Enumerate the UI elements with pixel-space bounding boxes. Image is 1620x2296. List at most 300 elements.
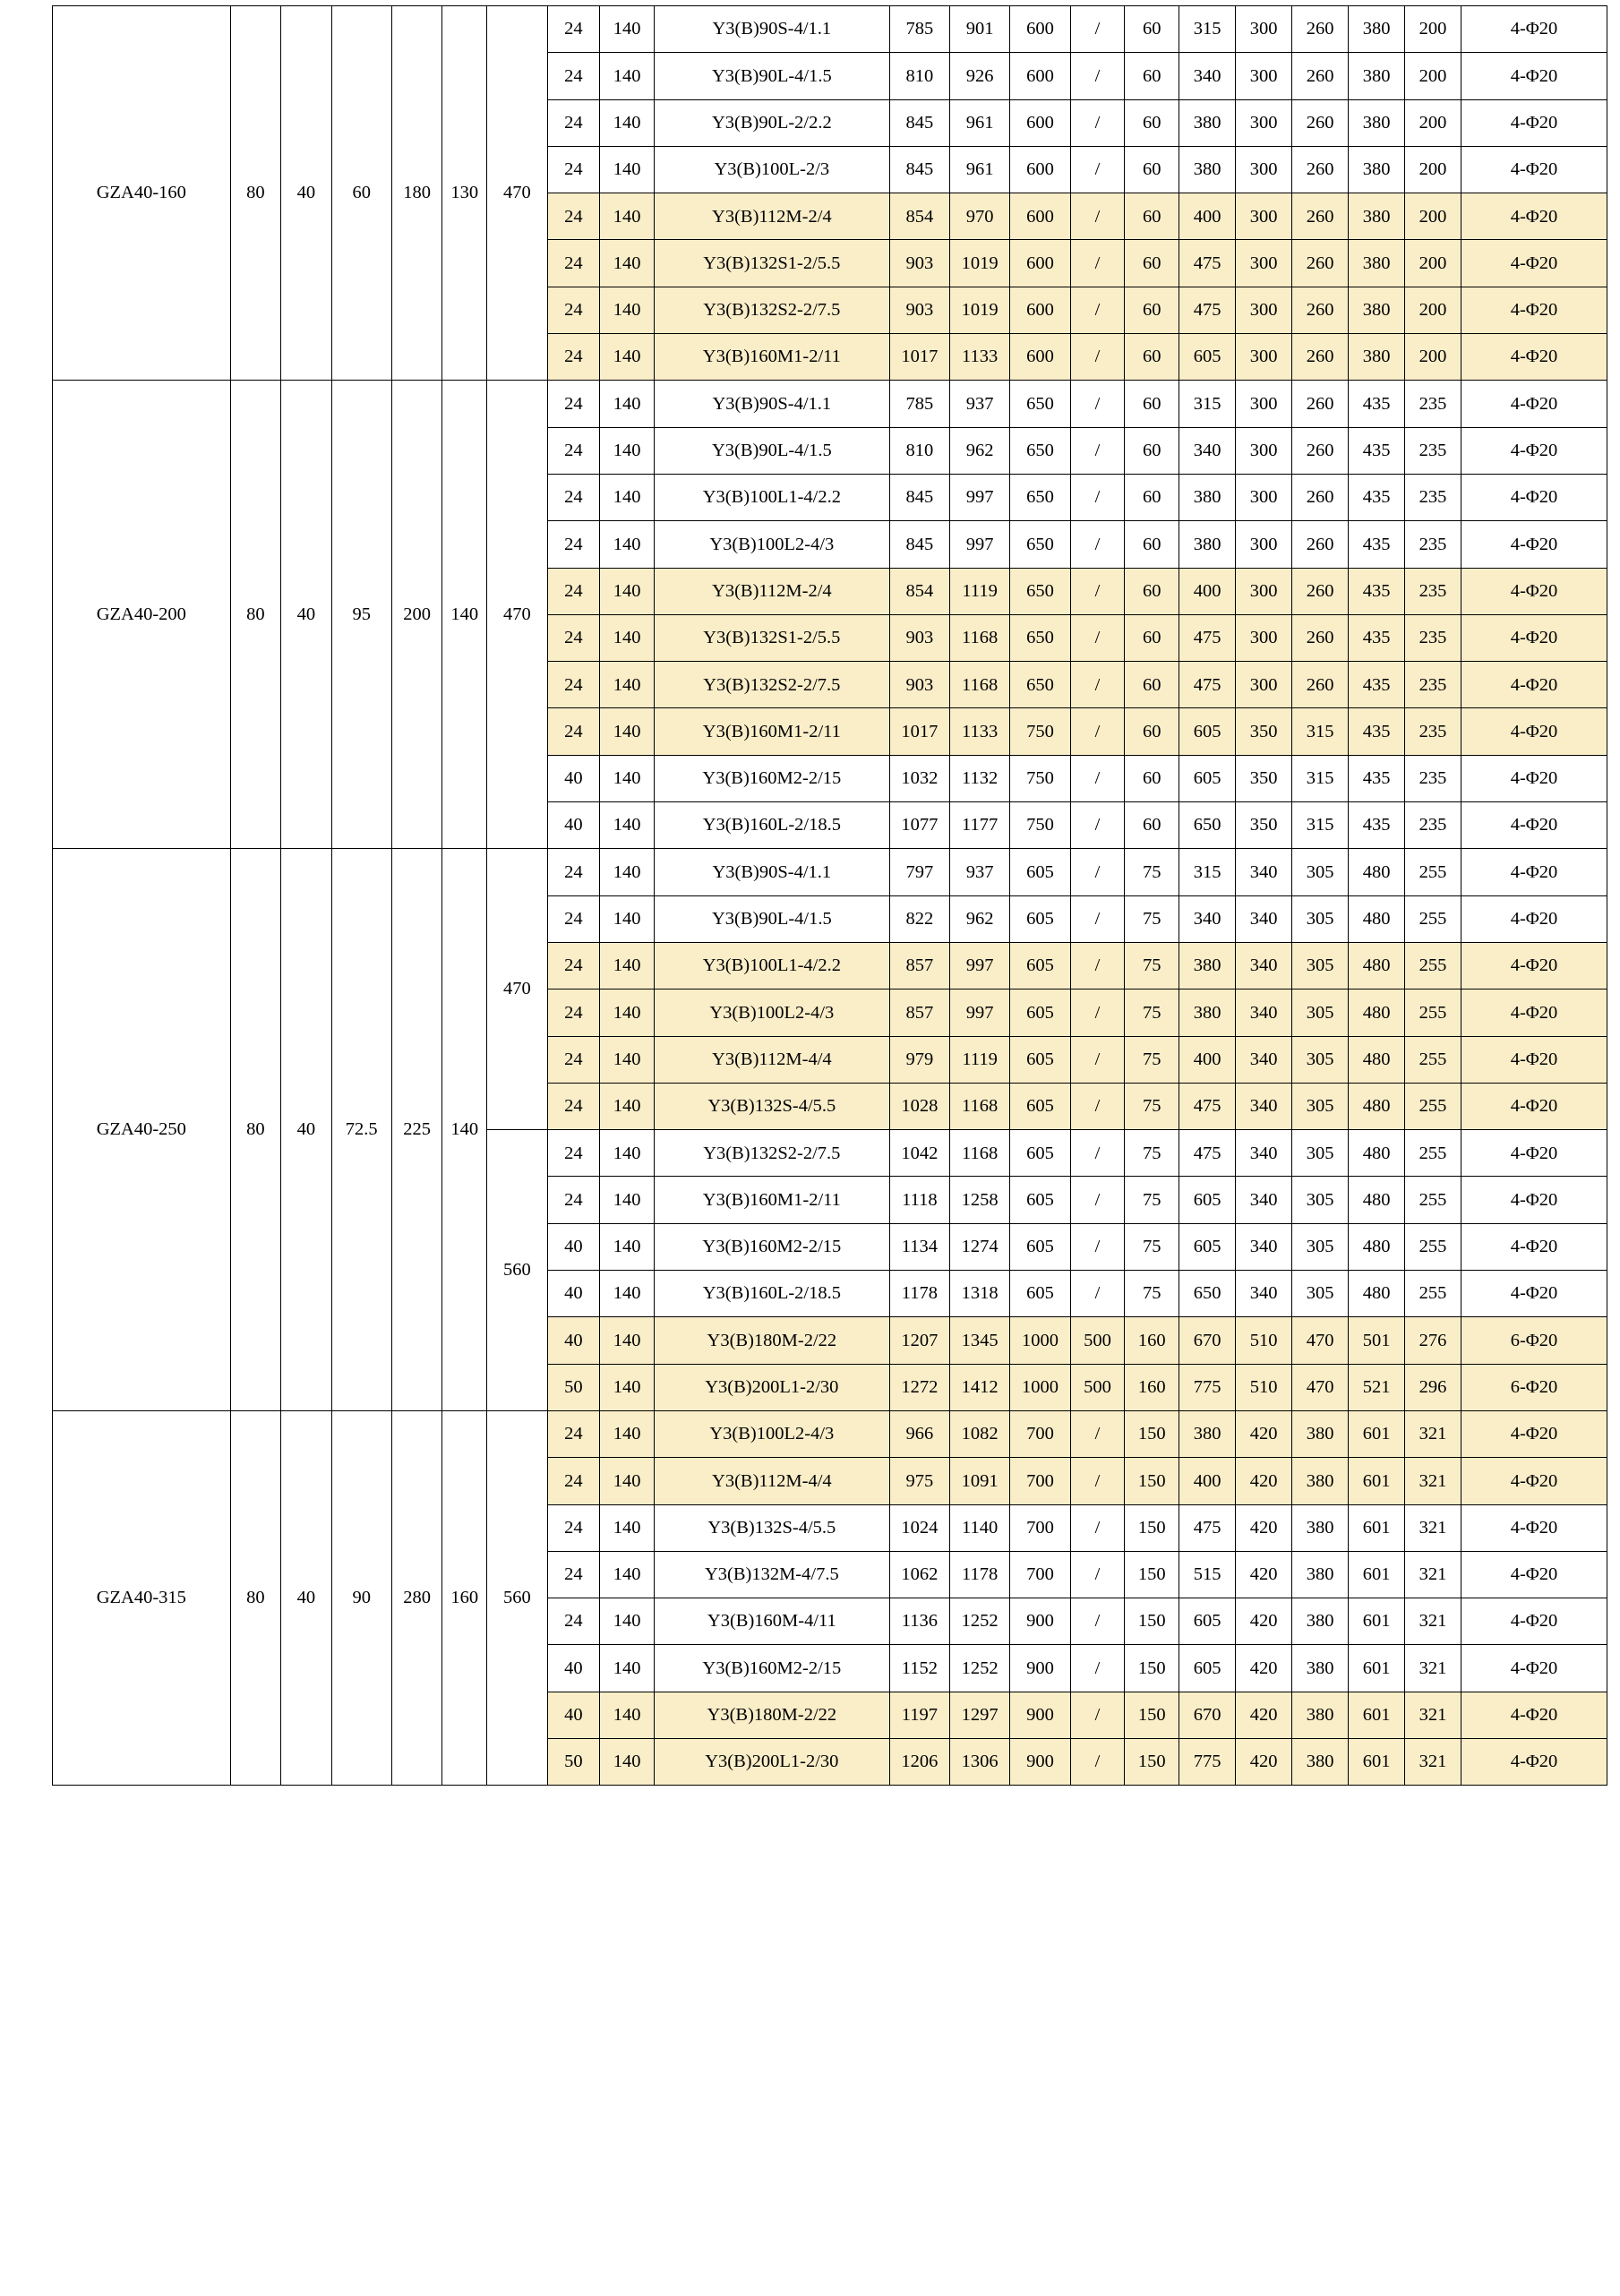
cell-g: 140 <box>600 1223 655 1270</box>
cell-q: 200 <box>1405 99 1461 146</box>
cell-n: 420 <box>1236 1738 1292 1785</box>
cell-i: 1168 <box>950 614 1010 661</box>
cell-d: 140 <box>442 381 487 849</box>
cell-q: 235 <box>1405 521 1461 568</box>
cell-h: 903 <box>889 287 949 333</box>
cell-a: 40 <box>281 6 331 381</box>
cell-o: 260 <box>1292 53 1349 99</box>
cell-f: 40 <box>547 1317 600 1364</box>
cell-motor-model: Y3(B)132S-4/5.5 <box>654 1083 889 1129</box>
cell-k: / <box>1070 287 1125 333</box>
cell-q: 321 <box>1405 1410 1461 1457</box>
cell-h: 1024 <box>889 1504 949 1551</box>
cell-n: 300 <box>1236 568 1292 614</box>
cell-p: 480 <box>1349 849 1405 895</box>
cell-q: 321 <box>1405 1504 1461 1551</box>
cell-q: 321 <box>1405 1692 1461 1738</box>
cell-bolt: 4-Φ20 <box>1461 755 1607 801</box>
cell-q: 200 <box>1405 240 1461 287</box>
cell-f: 24 <box>547 1130 600 1177</box>
cell-n: 300 <box>1236 287 1292 333</box>
cell-bolt: 4-Φ20 <box>1461 662 1607 708</box>
cell-p: 435 <box>1349 755 1405 801</box>
cell-o: 380 <box>1292 1504 1349 1551</box>
cell-k: / <box>1070 334 1125 381</box>
cell-j: 600 <box>1010 287 1070 333</box>
cell-f: 24 <box>547 662 600 708</box>
cell-h: 1062 <box>889 1551 949 1598</box>
cell-l: 60 <box>1125 568 1179 614</box>
cell-i: 1306 <box>950 1738 1010 1785</box>
cell-n: 300 <box>1236 334 1292 381</box>
cell-k: / <box>1070 1504 1125 1551</box>
cell-f: 24 <box>547 708 600 755</box>
cell-motor-model: Y3(B)90S-4/1.1 <box>654 849 889 895</box>
cell-q: 200 <box>1405 334 1461 381</box>
cell-h: 903 <box>889 240 949 287</box>
cell-m: 400 <box>1179 568 1236 614</box>
cell-h: 903 <box>889 662 949 708</box>
cell-model: GZA40-160 <box>53 6 231 381</box>
cell-p: 380 <box>1349 53 1405 99</box>
cell-h: 1178 <box>889 1271 949 1317</box>
cell-j: 700 <box>1010 1551 1070 1598</box>
cell-motor-model: Y3(B)160M2-2/15 <box>654 1645 889 1692</box>
cell-q: 321 <box>1405 1738 1461 1785</box>
cell-motor-model: Y3(B)132M-4/7.5 <box>654 1551 889 1598</box>
cell-m: 605 <box>1179 1598 1236 1645</box>
cell-bolt: 4-Φ20 <box>1461 1410 1607 1457</box>
cell-i: 1133 <box>950 708 1010 755</box>
cell-k: / <box>1070 6 1125 53</box>
cell-bolt: 4-Φ20 <box>1461 381 1607 427</box>
cell-bolt: 4-Φ20 <box>1461 708 1607 755</box>
cell-n: 300 <box>1236 53 1292 99</box>
cell-k: / <box>1070 521 1125 568</box>
cell-i: 1168 <box>950 1083 1010 1129</box>
cell-m: 605 <box>1179 755 1236 801</box>
cell-q: 255 <box>1405 895 1461 942</box>
cell-model: GZA40-250 <box>53 849 231 1411</box>
cell-motor-model: Y3(B)180M-2/22 <box>654 1692 889 1738</box>
cell-dn: 80 <box>230 381 280 849</box>
cell-o: 315 <box>1292 755 1349 801</box>
cell-motor-model: Y3(B)90S-4/1.1 <box>654 381 889 427</box>
cell-q: 255 <box>1405 990 1461 1036</box>
cell-h: 1017 <box>889 708 949 755</box>
cell-o: 260 <box>1292 662 1349 708</box>
cell-a: 40 <box>281 381 331 849</box>
cell-p: 435 <box>1349 614 1405 661</box>
cell-g: 140 <box>600 1645 655 1692</box>
cell-q: 276 <box>1405 1317 1461 1364</box>
cell-o: 380 <box>1292 1598 1349 1645</box>
cell-l: 75 <box>1125 1223 1179 1270</box>
cell-f: 24 <box>547 287 600 333</box>
cell-k: / <box>1070 755 1125 801</box>
cell-f: 24 <box>547 990 600 1036</box>
cell-f: 40 <box>547 1271 600 1317</box>
cell-i: 1119 <box>950 1036 1010 1083</box>
cell-p: 480 <box>1349 1177 1405 1223</box>
cell-g: 140 <box>600 1551 655 1598</box>
cell-h: 845 <box>889 99 949 146</box>
cell-p: 480 <box>1349 1130 1405 1177</box>
cell-l: 60 <box>1125 802 1179 849</box>
cell-motor-model: Y3(B)90L-4/1.5 <box>654 53 889 99</box>
cell-g: 140 <box>600 1410 655 1457</box>
cell-l: 75 <box>1125 849 1179 895</box>
cell-g: 140 <box>600 521 655 568</box>
cell-i: 1091 <box>950 1458 1010 1504</box>
cell-p: 435 <box>1349 708 1405 755</box>
cell-bolt: 4-Φ20 <box>1461 474 1607 520</box>
cell-p: 601 <box>1349 1551 1405 1598</box>
cell-model: GZA40-200 <box>53 381 231 849</box>
cell-n: 350 <box>1236 755 1292 801</box>
cell-m: 775 <box>1179 1738 1236 1785</box>
cell-c: 280 <box>391 1410 441 1785</box>
cell-f: 24 <box>547 895 600 942</box>
cell-i: 1318 <box>950 1271 1010 1317</box>
cell-j: 650 <box>1010 427 1070 474</box>
cell-m: 315 <box>1179 6 1236 53</box>
cell-motor-model: Y3(B)132S2-2/7.5 <box>654 287 889 333</box>
cell-q: 255 <box>1405 1223 1461 1270</box>
cell-o: 305 <box>1292 849 1349 895</box>
cell-o: 260 <box>1292 521 1349 568</box>
cell-i: 1133 <box>950 334 1010 381</box>
cell-p: 480 <box>1349 942 1405 989</box>
cell-g: 140 <box>600 990 655 1036</box>
cell-q: 235 <box>1405 427 1461 474</box>
cell-g: 140 <box>600 1598 655 1645</box>
cell-m: 650 <box>1179 1271 1236 1317</box>
cell-k: / <box>1070 240 1125 287</box>
cell-l: 150 <box>1125 1458 1179 1504</box>
cell-p: 380 <box>1349 287 1405 333</box>
cell-motor-model: Y3(B)180M-2/22 <box>654 1317 889 1364</box>
cell-h: 1042 <box>889 1130 949 1177</box>
cell-q: 321 <box>1405 1645 1461 1692</box>
cell-p: 480 <box>1349 1223 1405 1270</box>
cell-b: 72.5 <box>331 849 391 1411</box>
cell-i: 1297 <box>950 1692 1010 1738</box>
cell-g: 140 <box>600 1504 655 1551</box>
cell-n: 300 <box>1236 99 1292 146</box>
cell-p: 601 <box>1349 1738 1405 1785</box>
cell-j: 605 <box>1010 1177 1070 1223</box>
cell-motor-model: Y3(B)90L-4/1.5 <box>654 427 889 474</box>
cell-bolt: 4-Φ20 <box>1461 849 1607 895</box>
cell-motor-model: Y3(B)160M2-2/15 <box>654 755 889 801</box>
cell-o: 380 <box>1292 1645 1349 1692</box>
cell-motor-model: Y3(B)160M-4/11 <box>654 1598 889 1645</box>
cell-bolt: 4-Φ20 <box>1461 334 1607 381</box>
cell-m: 670 <box>1179 1692 1236 1738</box>
cell-motor-model: Y3(B)160M1-2/11 <box>654 708 889 755</box>
cell-o: 380 <box>1292 1738 1349 1785</box>
cell-h: 1207 <box>889 1317 949 1364</box>
cell-k: / <box>1070 1036 1125 1083</box>
cell-k: / <box>1070 1410 1125 1457</box>
cell-e: 560 <box>487 1410 547 1785</box>
cell-g: 140 <box>600 1458 655 1504</box>
cell-k: / <box>1070 1083 1125 1129</box>
cell-f: 24 <box>547 942 600 989</box>
cell-j: 605 <box>1010 1271 1070 1317</box>
cell-bolt: 4-Φ20 <box>1461 6 1607 53</box>
cell-l: 150 <box>1125 1598 1179 1645</box>
cell-f: 40 <box>547 755 600 801</box>
cell-motor-model: Y3(B)160M1-2/11 <box>654 1177 889 1223</box>
cell-motor-model: Y3(B)100L2-4/3 <box>654 521 889 568</box>
cell-j: 1000 <box>1010 1364 1070 1410</box>
cell-l: 75 <box>1125 1036 1179 1083</box>
cell-f: 40 <box>547 802 600 849</box>
cell-h: 822 <box>889 895 949 942</box>
cell-n: 340 <box>1236 1223 1292 1270</box>
cell-k: / <box>1070 802 1125 849</box>
cell-p: 435 <box>1349 474 1405 520</box>
cell-m: 605 <box>1179 1177 1236 1223</box>
cell-g: 140 <box>600 1083 655 1129</box>
cell-o: 305 <box>1292 1036 1349 1083</box>
cell-l: 60 <box>1125 381 1179 427</box>
cell-i: 1178 <box>950 1551 1010 1598</box>
cell-q: 235 <box>1405 568 1461 614</box>
cell-l: 150 <box>1125 1645 1179 1692</box>
cell-p: 480 <box>1349 1271 1405 1317</box>
cell-bolt: 6-Φ20 <box>1461 1317 1607 1364</box>
cell-n: 420 <box>1236 1458 1292 1504</box>
cell-l: 75 <box>1125 895 1179 942</box>
cell-g: 140 <box>600 942 655 989</box>
cell-m: 670 <box>1179 1317 1236 1364</box>
cell-p: 435 <box>1349 568 1405 614</box>
cell-f: 24 <box>547 614 600 661</box>
cell-l: 60 <box>1125 521 1179 568</box>
cell-n: 350 <box>1236 708 1292 755</box>
cell-l: 150 <box>1125 1551 1179 1598</box>
cell-k: / <box>1070 849 1125 895</box>
cell-motor-model: Y3(B)160M1-2/11 <box>654 334 889 381</box>
cell-m: 475 <box>1179 614 1236 661</box>
cell-i: 1168 <box>950 1130 1010 1177</box>
cell-l: 60 <box>1125 334 1179 381</box>
cell-n: 510 <box>1236 1364 1292 1410</box>
cell-i: 997 <box>950 521 1010 568</box>
cell-g: 140 <box>600 1271 655 1317</box>
cell-f: 24 <box>547 381 600 427</box>
cell-o: 260 <box>1292 99 1349 146</box>
cell-h: 785 <box>889 6 949 53</box>
cell-k: / <box>1070 1130 1125 1177</box>
cell-q: 200 <box>1405 6 1461 53</box>
cell-i: 1132 <box>950 755 1010 801</box>
cell-g: 140 <box>600 802 655 849</box>
cell-o: 470 <box>1292 1364 1349 1410</box>
cell-p: 380 <box>1349 334 1405 381</box>
cell-k: 500 <box>1070 1364 1125 1410</box>
cell-o: 315 <box>1292 802 1349 849</box>
cell-q: 235 <box>1405 802 1461 849</box>
cell-p: 435 <box>1349 802 1405 849</box>
cell-bolt: 4-Φ20 <box>1461 240 1607 287</box>
cell-g: 140 <box>600 99 655 146</box>
cell-m: 380 <box>1179 146 1236 193</box>
cell-n: 340 <box>1236 1271 1292 1317</box>
cell-j: 600 <box>1010 99 1070 146</box>
cell-i: 961 <box>950 146 1010 193</box>
cell-model: GZA40-315 <box>53 1410 231 1785</box>
cell-g: 140 <box>600 1177 655 1223</box>
cell-f: 24 <box>547 568 600 614</box>
cell-o: 470 <box>1292 1317 1349 1364</box>
cell-motor-model: Y3(B)100L2-4/3 <box>654 1410 889 1457</box>
cell-h: 810 <box>889 427 949 474</box>
cell-l: 150 <box>1125 1504 1179 1551</box>
cell-bolt: 4-Φ20 <box>1461 427 1607 474</box>
cell-o: 305 <box>1292 990 1349 1036</box>
cell-motor-model: Y3(B)132S1-2/5.5 <box>654 240 889 287</box>
cell-m: 315 <box>1179 849 1236 895</box>
cell-g: 140 <box>600 662 655 708</box>
cell-f: 50 <box>547 1738 600 1785</box>
cell-f: 24 <box>547 1036 600 1083</box>
cell-m: 400 <box>1179 193 1236 240</box>
cell-d: 130 <box>442 6 487 381</box>
cell-o: 260 <box>1292 6 1349 53</box>
table-row <box>53 1410 1607 1457</box>
cell-n: 340 <box>1236 942 1292 989</box>
cell-i: 1019 <box>950 240 1010 287</box>
cell-h: 1118 <box>889 1177 949 1223</box>
cell-i: 1345 <box>950 1317 1010 1364</box>
cell-bolt: 6-Φ20 <box>1461 1364 1607 1410</box>
cell-k: / <box>1070 568 1125 614</box>
cell-b: 60 <box>331 6 391 381</box>
cell-j: 650 <box>1010 614 1070 661</box>
cell-motor-model: Y3(B)90L-2/2.2 <box>654 99 889 146</box>
cell-bolt: 4-Φ20 <box>1461 1271 1607 1317</box>
cell-e: 560 <box>487 1130 547 1411</box>
cell-o: 305 <box>1292 1083 1349 1129</box>
cell-m: 380 <box>1179 474 1236 520</box>
cell-g: 140 <box>600 614 655 661</box>
cell-l: 60 <box>1125 708 1179 755</box>
cell-g: 140 <box>600 334 655 381</box>
cell-n: 420 <box>1236 1551 1292 1598</box>
cell-g: 140 <box>600 895 655 942</box>
cell-h: 845 <box>889 474 949 520</box>
cell-l: 60 <box>1125 193 1179 240</box>
cell-c: 225 <box>391 849 441 1411</box>
cell-bolt: 4-Φ20 <box>1461 1177 1607 1223</box>
cell-f: 24 <box>547 427 600 474</box>
cell-f: 50 <box>547 1364 600 1410</box>
cell-c: 180 <box>391 6 441 381</box>
cell-g: 140 <box>600 193 655 240</box>
cell-o: 380 <box>1292 1551 1349 1598</box>
cell-n: 300 <box>1236 193 1292 240</box>
cell-m: 605 <box>1179 708 1236 755</box>
cell-l: 150 <box>1125 1410 1179 1457</box>
cell-k: / <box>1070 990 1125 1036</box>
cell-p: 501 <box>1349 1317 1405 1364</box>
cell-q: 321 <box>1405 1551 1461 1598</box>
cell-motor-model: Y3(B)112M-2/4 <box>654 193 889 240</box>
cell-l: 75 <box>1125 1271 1179 1317</box>
cell-o: 260 <box>1292 474 1349 520</box>
cell-k: / <box>1070 1223 1125 1270</box>
cell-k: / <box>1070 1271 1125 1317</box>
cell-g: 140 <box>600 53 655 99</box>
cell-i: 926 <box>950 53 1010 99</box>
cell-j: 605 <box>1010 895 1070 942</box>
cell-h: 966 <box>889 1410 949 1457</box>
cell-n: 340 <box>1236 1130 1292 1177</box>
cell-j: 700 <box>1010 1504 1070 1551</box>
cell-q: 255 <box>1405 1130 1461 1177</box>
cell-q: 235 <box>1405 708 1461 755</box>
cell-i: 1252 <box>950 1645 1010 1692</box>
cell-g: 140 <box>600 755 655 801</box>
cell-q: 321 <box>1405 1458 1461 1504</box>
cell-g: 140 <box>600 287 655 333</box>
cell-o: 260 <box>1292 381 1349 427</box>
cell-g: 140 <box>600 240 655 287</box>
cell-i: 997 <box>950 474 1010 520</box>
cell-h: 1136 <box>889 1598 949 1645</box>
cell-i: 997 <box>950 990 1010 1036</box>
cell-motor-model: Y3(B)100L1-4/2.2 <box>654 942 889 989</box>
cell-n: 420 <box>1236 1504 1292 1551</box>
cell-n: 340 <box>1236 1036 1292 1083</box>
cell-q: 200 <box>1405 287 1461 333</box>
cell-n: 340 <box>1236 1083 1292 1129</box>
cell-p: 601 <box>1349 1692 1405 1738</box>
cell-bolt: 4-Φ20 <box>1461 802 1607 849</box>
cell-bolt: 4-Φ20 <box>1461 614 1607 661</box>
cell-bolt: 4-Φ20 <box>1461 1504 1607 1551</box>
cell-n: 300 <box>1236 474 1292 520</box>
cell-k: / <box>1070 146 1125 193</box>
cell-h: 1134 <box>889 1223 949 1270</box>
cell-n: 420 <box>1236 1598 1292 1645</box>
cell-e: 470 <box>487 381 547 849</box>
cell-q: 255 <box>1405 1083 1461 1129</box>
cell-f: 24 <box>547 53 600 99</box>
cell-dn: 80 <box>230 849 280 1411</box>
cell-g: 140 <box>600 1692 655 1738</box>
cell-motor-model: Y3(B)132S-4/5.5 <box>654 1504 889 1551</box>
cell-m: 605 <box>1179 1223 1236 1270</box>
cell-q: 200 <box>1405 53 1461 99</box>
cell-j: 605 <box>1010 1083 1070 1129</box>
cell-g: 140 <box>600 146 655 193</box>
cell-n: 420 <box>1236 1645 1292 1692</box>
cell-i: 1177 <box>950 802 1010 849</box>
cell-g: 140 <box>600 849 655 895</box>
cell-motor-model: Y3(B)160L-2/18.5 <box>654 802 889 849</box>
cell-o: 305 <box>1292 942 1349 989</box>
cell-m: 475 <box>1179 240 1236 287</box>
cell-j: 900 <box>1010 1692 1070 1738</box>
cell-k: 500 <box>1070 1317 1125 1364</box>
cell-j: 750 <box>1010 708 1070 755</box>
cell-j: 650 <box>1010 662 1070 708</box>
